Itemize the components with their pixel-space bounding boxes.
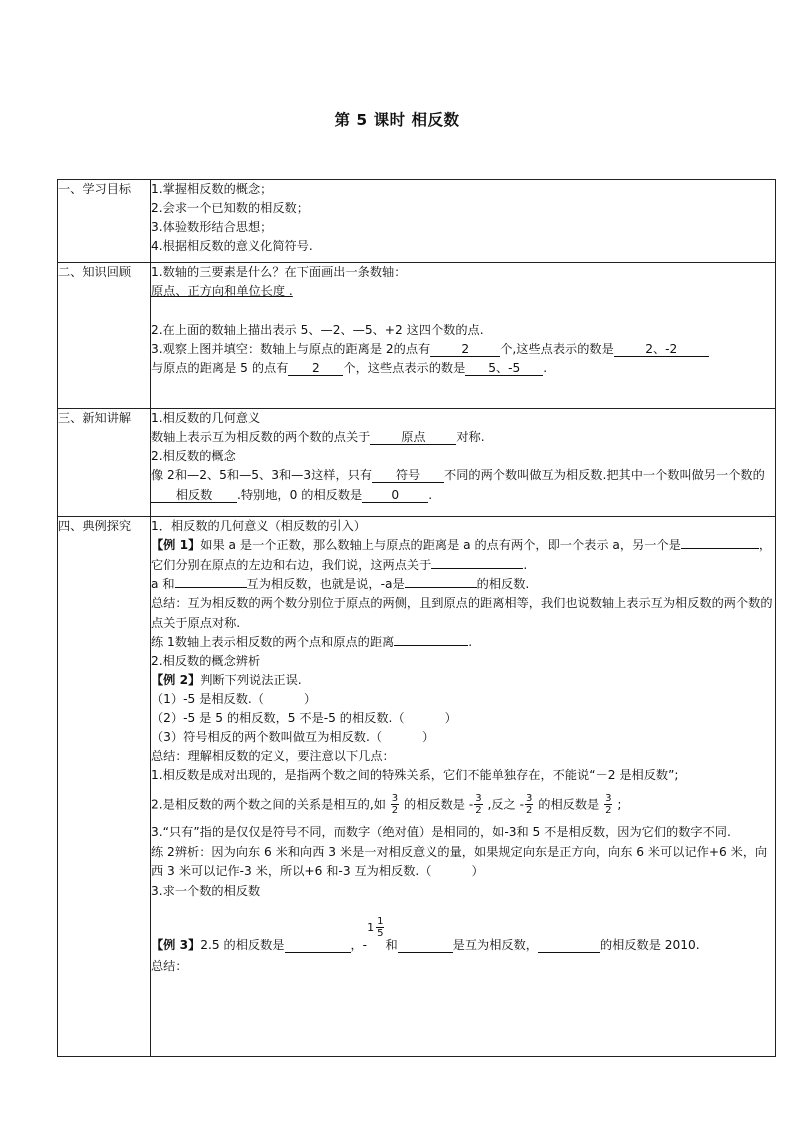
practice-2: 练 2辨析：因为向东 6 米和向西 3 米是一对相反意义的量，如果规定向东是正方向，向东 6 米可以记作+6 米，向西 3 米可以记作-3 米，所以+6 和-3 互为相反数.（ ） [151,844,768,878]
new-h2: 2.相反数的概念 [151,449,236,463]
summary-1: 总结：互为相反数的两个数分别位于原点的两侧，且到原点的距离相等，我们也说数轴上表示互为相反数的两个数的点关于原点对称. [151,596,773,630]
answer-blank[interactable] [175,587,247,588]
answer-blank[interactable] [681,548,759,549]
answer-blank[interactable]: 5、-5 [465,361,543,376]
new-l2: 像 2和—2、5和—5、3和—3这样，只有 符号 不同的两个数叫做互为相反数.把其中一个数叫做另一个数的相反数 .特别地，0 的相反数是 0 . [151,468,765,502]
worksheet-table [57,179,776,1057]
review-q3-cont: 与原点的距离是 5 的点有 2 个，这些点表示的数是 5、-5 . [151,361,548,375]
answer-blank[interactable]: 2、-2 [614,342,709,357]
review-content [151,263,776,409]
drawing-space [151,301,775,321]
fraction: $\frac{3}{2}$ [391,793,399,816]
example-1: 【例 1】如果 a 是一个正数，那么数轴上与原点的距离是 a 的点有两个，即一个表示 a，另一个是 ，它们分别在原点的左边和右边，我们说，这两点关于 . [151,538,772,572]
page-title: 第 5 课时 相反数 [334,111,460,129]
point-2: 2.是相反数的两个数之间的关系是相互的,如 $\frac{3}{2}$ 的相反数是 - $\frac{3}{2}$ ,反之 - $\frac{3}{2}$ 的相反数是 $\frac{3}{2}$ ; [151,793,622,816]
examples-h3: 3.求一个数的相反数 [151,883,261,898]
fraction: $\frac{3}{2}$ [526,793,533,816]
new-knowledge-label: 三、新知讲解 [58,409,151,517]
answer-blank[interactable]: 0 [362,488,428,503]
goals-content [151,180,776,263]
fraction: $\frac{3}{2}$ [475,793,482,816]
answer-blank[interactable]: 2 [288,361,343,376]
axis-elements-answer: 原点、正方向和单位长度 . [151,284,293,298]
answer-blank[interactable]: 符号 [372,468,444,483]
goal-item: 4.根据相反数的意义化简符号. [151,239,313,253]
answer-blank[interactable] [431,568,523,569]
example-1-cont: a 和 互为相反数，也就是说，-a是 的相反数. [151,577,530,591]
point-3: 3.“只有”指的是仅仅是符号不同，而数字（绝对值）是相同的，如-3和 5 不是相反数，因为它们的数字不同. [151,825,731,839]
example-2-tag: 【例 2】 [151,673,201,687]
point-1: 1.相反数是成对出现的，是指两个数之间的特殊关系，它们不能单独存在，不能说“－2 是相反数”; [151,768,679,782]
answer-blank[interactable] [405,587,477,588]
summary-3: 总结： [151,958,188,973]
answer-blank[interactable] [285,952,351,953]
example-3-tag: 【例 3】 [151,937,201,952]
answer-blank[interactable]: 2 [430,342,500,357]
examples-h1: 1．相反数的几何意义（相反数的引入） [151,519,366,533]
example-2-item: （2）-5 是 5 的相反数，5 不是-5 的相反数.（ ） [151,711,457,725]
review-q1-answer [151,282,775,301]
practice-1: 练 1数轴上表示相反数的两个点和原点的距离 . [151,635,473,649]
new-knowledge-row [58,409,776,517]
answer-blank[interactable]: 相反数 [151,488,237,503]
example-2-item: （3）符号相反的两个数叫做互为相反数.（ ） [151,730,435,744]
review-row [58,263,776,409]
goal-item: 3.体验数形结合思想； [151,220,273,234]
examples-label: 四、典例探究 [58,517,151,1057]
new-l1: 数轴上表示互为相反数的两个数的点关于 原点 对称. [151,430,485,444]
example-2-item: （1）-5 是相反数.（ ） [151,692,317,706]
review-q1: 1.数轴的三要素是什么？在下面画出一条数轴： [151,265,407,279]
examples-content [151,517,776,1057]
new-knowledge-content [151,409,776,517]
new-h1: 1.相反数的几何意义 [151,411,261,425]
fraction: $\frac{3}{2}$ [605,793,612,816]
example-2: 【例 2】判断下列说法正误. [151,673,302,687]
review-q3: 3.观察上图并填空：数轴上与原点的距离是 2的点有 2 个,这些点表示的数是 2、-2 [151,340,775,359]
examples-h2: 2.相反数的概念辨析 [151,654,261,668]
review-label: 二、知识回顾 [58,263,151,409]
goal-item: 2.会求一个已知数的相反数； [151,201,309,215]
goals-label: 一、学习目标 [58,180,151,263]
mixed-number: 1 $\frac{1}{5}$ [367,915,384,939]
answer-blank[interactable] [394,645,468,646]
example-1-tag: 【例 1】 [151,538,201,552]
answer-blank[interactable]: 原点 [370,430,456,445]
summary-2: 总结：理解相反数的定义，要注意以下几点： [151,749,395,763]
answer-blank[interactable] [538,952,600,953]
goal-item: 1.掌握相反数的概念； [151,182,273,196]
goals-row [58,180,776,263]
answer-blank[interactable] [398,952,453,953]
review-q2: 2.在上面的数轴上描出表示 5、—2、—5、+2 这四个数的点. [151,323,484,337]
examples-row [58,517,776,1057]
example-3: 【例 3】 2.5 的相反数是 ，- 1 $\frac{1}{5}$ 和 是互为相反数， 的相反数是 2010. [151,915,700,952]
